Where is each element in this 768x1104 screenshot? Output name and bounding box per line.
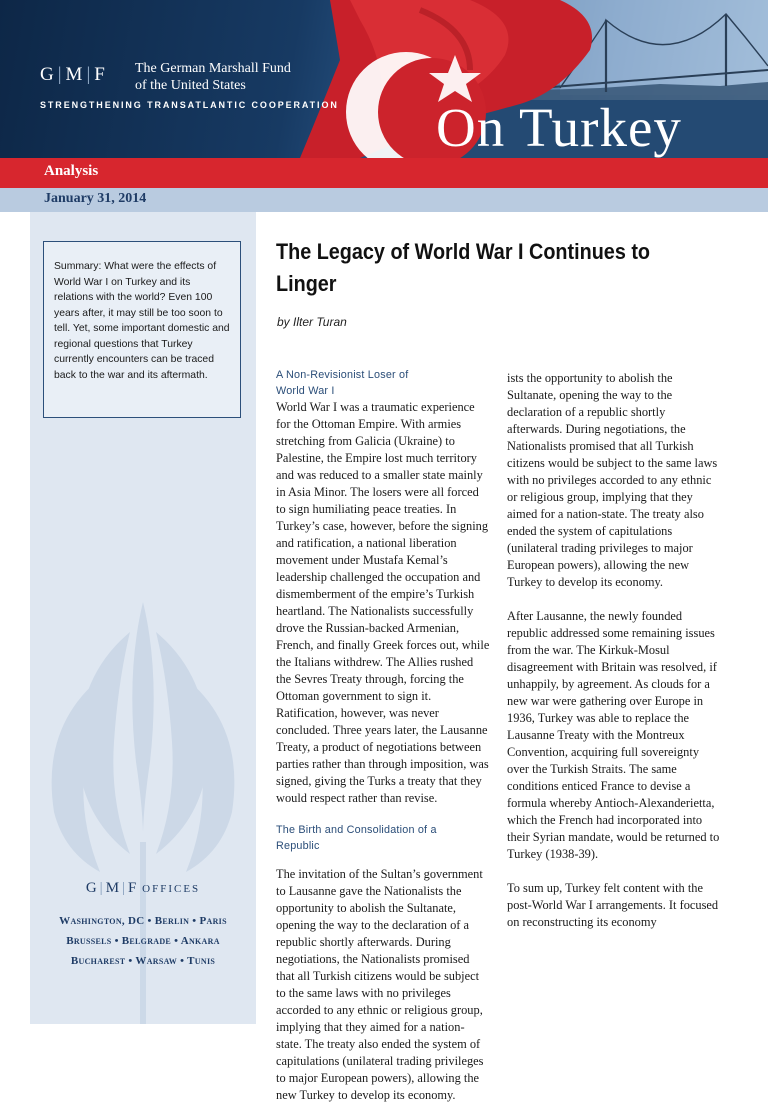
paragraph: After Lausanne, the newly founded republic addressed some remaining issues from the war. The Kirkuk-Mosul disagreement with Britain was resolved, if unhappily, by agreement. As clouds for a new war were gathering over Europe in 1936, Turkey was able to replace the Lausanne Treaty with the Montreux Convention, acquiring full sovereignty over the Turkish Straits. The same conditions enticed France to devise a formula whereby Antioch-Alexanderietta, which the French had incorporated into their Syrian mandate, would be returned to Turkey (1938-39). [507, 609, 720, 861]
offices-logo-m: M [105, 880, 121, 896]
offices-word: OFFICES [142, 883, 201, 895]
publication-date: January 31, 2014 [44, 191, 147, 206]
byline: by Ilter Turan [277, 315, 347, 329]
paragraph: World War I was a traumatic experience for the Ottoman Empire. With armies stretching from Galicia (Ukraine) to Palestine, the Empire lost much territory and was reduced to a smaller state mainly in Asia Minor. The losers were all forced to sign humiliating peace treaties. In Turkey’s case, however, before the signing and ratification, a national liberation movement under Mustafa Kemal’s leadership challenged the occupation and dismemberment of the empire’s Turkish heartland. The Nationalists successfully drove the Russian-backed Armenian, French, and finally Greek forces out, while the Italians withdrew. The Allies rushed the Sevres Treaty through, forcing the Ottoman government to sign it. Ratification, however, was never concluded. Three years later, the Lausanne Treaty, a product of negotiations between parties rather than through imposition, was signed, giving the Turks a treaty that they would respect rather than revise. [276, 400, 490, 805]
section-label: Analysis [44, 163, 99, 179]
offices-heading [30, 880, 256, 897]
offices-line: Bucharest • Warsaw • Tunis [70, 955, 216, 967]
logo-letter-m: M [65, 64, 84, 85]
offices-logo-f: F [128, 880, 138, 896]
logo-letter-g: G [40, 64, 55, 85]
paragraph: To sum up, Turkey felt content with the post-World War I arrangements. It focused on reconstructing its economy [507, 881, 719, 929]
paragraph: ists the opportunity to abolish the Sultanate, opening the way to the declaration of a republic shortly afterwards. During negotiations, the Nationalists promised that all Turkish citizens would be subject to the same laws with no privileges accorded to any ethnic or religious group, implying that they aimed for a nation-state. The treaty also ended the system of capitulations (unilateral trading privileges to major European powers), allowing the new Turkey to develop its economy. [507, 371, 718, 589]
org-name-line2: of the United States [135, 78, 246, 93]
series-title: On Turkey [436, 97, 682, 158]
logo-separator: | [57, 64, 63, 85]
article-column-1 [276, 367, 490, 1102]
offices-line: Washington, DC • Berlin • Paris [59, 915, 227, 927]
date-bar [0, 188, 768, 212]
logo-separator: | [86, 64, 92, 85]
org-name-line1: The German Marshall Fund [135, 61, 291, 76]
section-bar [0, 158, 768, 188]
gmf-logo[interactable] [40, 64, 106, 86]
org-tagline: STRENGTHENING TRANSATLANTIC COOPERATION [40, 100, 339, 110]
summary-box [43, 241, 241, 418]
offices-logo-separator: | [99, 880, 104, 896]
header-banner [0, 0, 768, 158]
logo-letter-f: F [94, 64, 106, 85]
article-column-2 [507, 370, 721, 931]
summary-text: Summary: What were the effects of World War I on Turkey and its relations with the world? Even 100 years after, it may still be too soon to tell. Yet, some important domestic and regional questions that Turkey currently encounters can be traced back to the war and its aftermath. [54, 261, 230, 381]
offices-logo-g: G [85, 880, 98, 896]
paragraph: The invitation of the Sultan’s government to Lausanne gave the Nationalists the opportunity to abolish the Sultanate, opening the way to the declaration of a republic shortly afterwards. During negotiations, the Nationalists promised that all Turkish citizens would be subject to the same laws with no privileges accorded to any ethnic or religious group, implying that they aimed for a nation-state. The treaty also ended the system of capitulations (unilateral trading privileges to major European powers), allowing the new Turkey to develop its economy. [276, 867, 484, 1102]
org-name [135, 60, 291, 94]
offices-logo-separator: | [122, 880, 127, 896]
subhead: A Non-Revisionist Loser of World War I [276, 369, 409, 397]
offices-line: Brussels • Belgrade • Ankara [66, 935, 220, 947]
subhead: The Birth and Consolidation of a Republic [276, 824, 437, 852]
article-title: The Legacy of World War I Continues to Linger [276, 239, 651, 296]
